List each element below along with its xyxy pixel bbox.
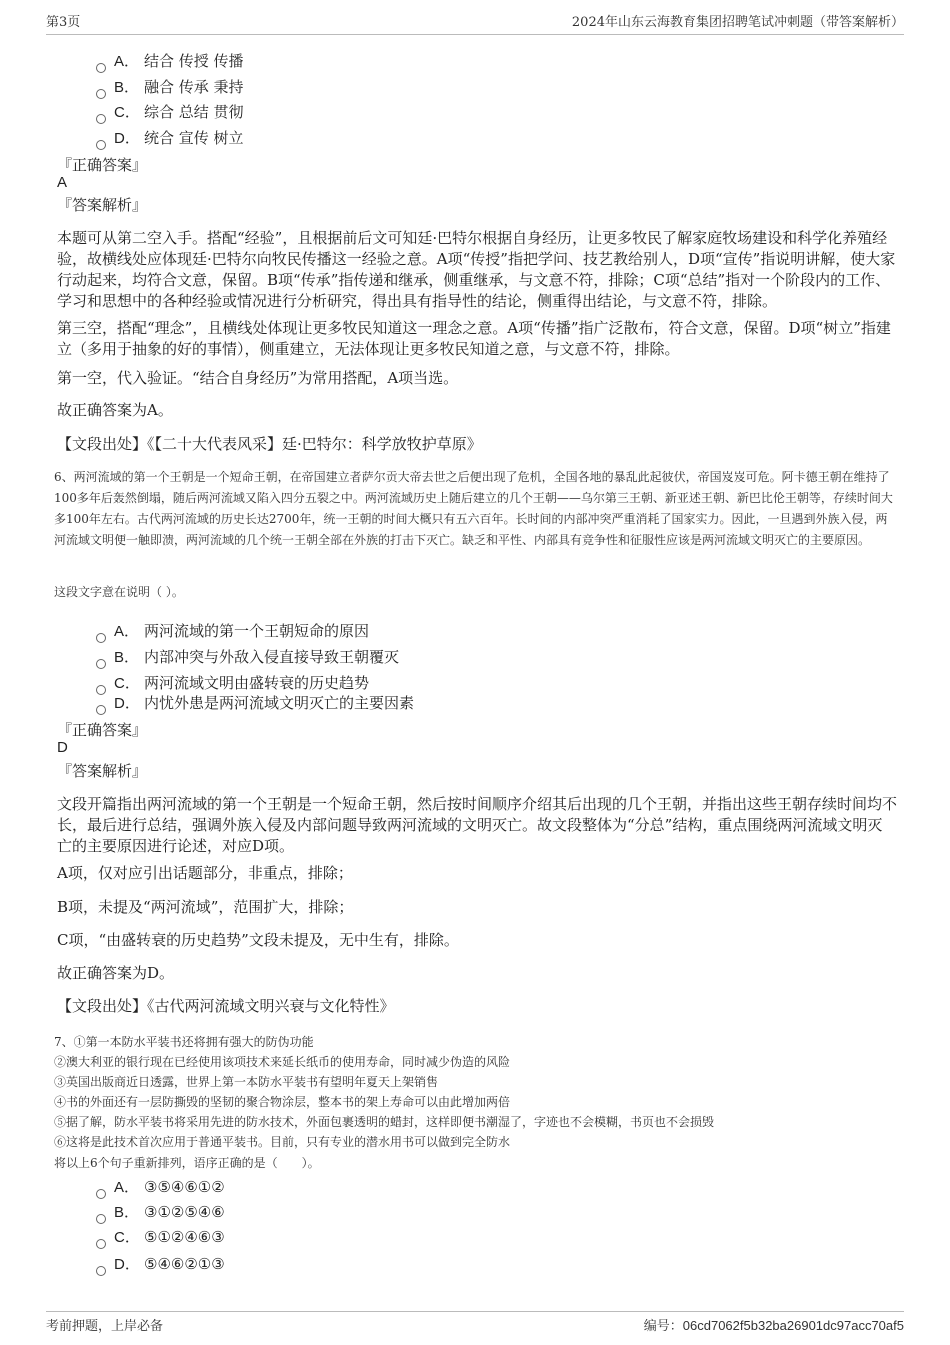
q7-line-4: ④书的外面还有一层防撕毁的坚韧的聚合物涂层，整本书的架上寿命可以由此增加两倍 bbox=[54, 1095, 511, 1109]
document-title: 2024年山东云海教育集团招聘笔试冲刺题（带答案解析） bbox=[571, 15, 904, 30]
q5-answer-label: 『正确答案』 bbox=[57, 156, 148, 174]
q7-question: 将以上6个句子重新排列，语序正确的是（ ）。 bbox=[54, 1156, 320, 1170]
q5-analysis-p2: 第三空，搭配“理念”，且横线处体现让更多牧民知道这一理念之意。A项“传播”指广泛散布，符合文意，保留。D项“树立”指建立（多用于抽象的好的事情），侧重建立，无法体现让更多牧民知道之意，与文意不符，排除。 bbox=[57, 319, 891, 358]
page-footer bbox=[46, 1311, 904, 1334]
q6-option-b[interactable]: B． 内部冲突与外敌入侵直接导致王朝覆灭 bbox=[96, 646, 399, 667]
q5-source: 【文段出处】《【二十大代表风采】廷·巴特尔：科学放牧护草原》 bbox=[57, 435, 482, 453]
radio-icon[interactable] bbox=[96, 659, 106, 669]
radio-icon[interactable] bbox=[96, 1214, 106, 1224]
q5-analysis-p4: 故正确答案为A。 bbox=[57, 401, 173, 419]
q6-option-d[interactable]: D． 内忧外患是两河流域文明灭亡的主要因素 bbox=[96, 692, 414, 713]
q5-option-d[interactable]: D． 统合 宣传 树立 bbox=[96, 127, 244, 148]
q6-analysis-p5: 故正确答案为D。 bbox=[57, 964, 175, 982]
q6-analysis-p1: 文段开篇指出两河流域的第一个王朝是一个短命王朝，然后按时间顺序介绍其后出现的几个王朝，并指出这些王朝存续时间均不长，最后进行总结，强调外族入侵及内部问题导致两河流域的文明灭亡。故文段整体为“分总”结构，重点围绕两河流域文明灭亡的主要原因进行论述，对应D项。 bbox=[57, 795, 898, 855]
page-number: 第3页 bbox=[46, 15, 81, 30]
q6-analysis-label: 『答案解析』 bbox=[57, 762, 148, 780]
q7-line-2: ②澳大利亚的银行现在已经使用该项技术来延长纸币的使用寿命，同时减少伪造的风险 bbox=[54, 1055, 511, 1069]
page-header bbox=[46, 0, 904, 35]
q6-answer-label: 『正确答案』 bbox=[57, 721, 148, 739]
q6-analysis-p4: C项，“由盛转衰的历史趋势”文段未提及，无中生有，排除。 bbox=[57, 931, 459, 949]
q6-stem: 6、两河流域的第一个王朝是一个短命王朝，在帝国建立者萨尔贡大帝去世之后便出现了危机，全国各地的暴乱此起彼伏，帝国岌岌可危。阿卡德王朝在维持了100多年后轰然倒塌，随后两河流域又陷入四分五裂之中。两河流域历史上随后建立的几个王朝——乌尔第三王朝、新亚述王朝、新巴比伦王朝等，存续时间大多100年左右。古代两河流域的历史长达2700年，统一王朝的时间大概只有五六百年。长时间的内部冲突严重消耗了国家实力。因此，一旦遇到外族入侵，两河流域文明便一触即溃，两河流域的几个统一王朝全部在外族的打击下灭亡。缺乏和平性、内部具有竞争性和征服性应该是两河流域文明灭亡的主要原因。 bbox=[54, 470, 893, 547]
q5-option-a[interactable]: A． 结合 传授 传播 bbox=[96, 50, 244, 71]
q5-analysis-p3: 第一空，代入验证。“结合自身经历”为常用搭配，A项当选。 bbox=[57, 369, 459, 387]
q7-option-c[interactable]: C． ⑤①②④⑥③ bbox=[96, 1226, 225, 1247]
radio-icon[interactable] bbox=[96, 63, 106, 73]
radio-icon[interactable] bbox=[96, 705, 106, 715]
radio-icon[interactable] bbox=[96, 1189, 106, 1199]
q5-option-b[interactable]: B． 融合 传承 秉持 bbox=[96, 76, 244, 97]
q7-line-5: ⑤据了解，防水平装书将采用先进的防水技术，外面包裹透明的蜡封，这样即便书潮湿了，字迹也不会模糊，书页也不会损毁 bbox=[54, 1115, 715, 1129]
q6-analysis-p2: A项，仅对应引出话题部分，非重点，排除； bbox=[57, 864, 353, 882]
q6-source: 【文段出处】《古代两河流域文明兴衰与文化特性》 bbox=[57, 997, 395, 1015]
q7-option-b[interactable]: B． ③①②⑤④⑥ bbox=[96, 1201, 225, 1222]
q7-line-6: ⑥这将是此技术首次应用于普通平装书。目前，只有专业的潜水用书可以做到完全防水 bbox=[54, 1135, 511, 1149]
q7-line-1: 7、①第一本防水平装书还将拥有强大的防伪功能 bbox=[54, 1035, 314, 1049]
q6-option-c[interactable]: C． 两河流域文明由盛转衰的历史趋势 bbox=[96, 672, 369, 693]
q5-option-c[interactable]: C． 综合 总结 贯彻 bbox=[96, 101, 244, 122]
q7-line-3: ③英国出版商近日透露，世界上第一本防水平装书有望明年夏天上架销售 bbox=[54, 1075, 439, 1089]
radio-icon[interactable] bbox=[96, 633, 106, 643]
radio-icon[interactable] bbox=[96, 1266, 106, 1276]
q6-question: 这段文字意在说明（ ）。 bbox=[54, 585, 184, 599]
radio-icon[interactable] bbox=[96, 1239, 106, 1249]
q5-answer: A bbox=[57, 174, 68, 191]
radio-icon[interactable] bbox=[96, 89, 106, 99]
q5-analysis-p1: 本题可从第二空入手。搭配“经验”，且根据前后文可知廷·巴特尔根据自身经历，让更多牧民了解家庭牧场建设和科学化养殖经验，故横线处应体现廷·巴特尔向牧民传播这一经验之意。A项“传授”指把学问、技艺教给别人，D项“宣传”指说明讲解，使大家行动起来，均符合文意，保留。B项“传承”指传递和继承，侧重继承，与文意不符，排除；C项“总结”指对一个阶段内的工作、学习和思想中的各种经验或情况进行分析研究，得出具有指导性的结论，侧重得出结论，与文意不符，排除。 bbox=[57, 229, 896, 310]
footer-slogan: 考前押题，上岸必备 bbox=[46, 1319, 164, 1334]
document-id: 编号：06cd7062f5b32ba26901dc97acc70af5 bbox=[643, 1318, 904, 1333]
radio-icon[interactable] bbox=[96, 114, 106, 124]
q6-option-a[interactable]: A． 两河流域的第一个王朝短命的原因 bbox=[96, 620, 369, 641]
q7-option-a[interactable]: A． ③⑤④⑥①② bbox=[96, 1176, 225, 1197]
q7-option-d[interactable]: D． ⑤④⑥②①③ bbox=[96, 1253, 225, 1274]
q6-answer: D bbox=[57, 739, 68, 756]
q5-analysis-label: 『答案解析』 bbox=[57, 196, 148, 214]
radio-icon[interactable] bbox=[96, 140, 106, 150]
q6-analysis-p3: B项，未提及“两河流域”，范围扩大，排除； bbox=[57, 898, 354, 916]
